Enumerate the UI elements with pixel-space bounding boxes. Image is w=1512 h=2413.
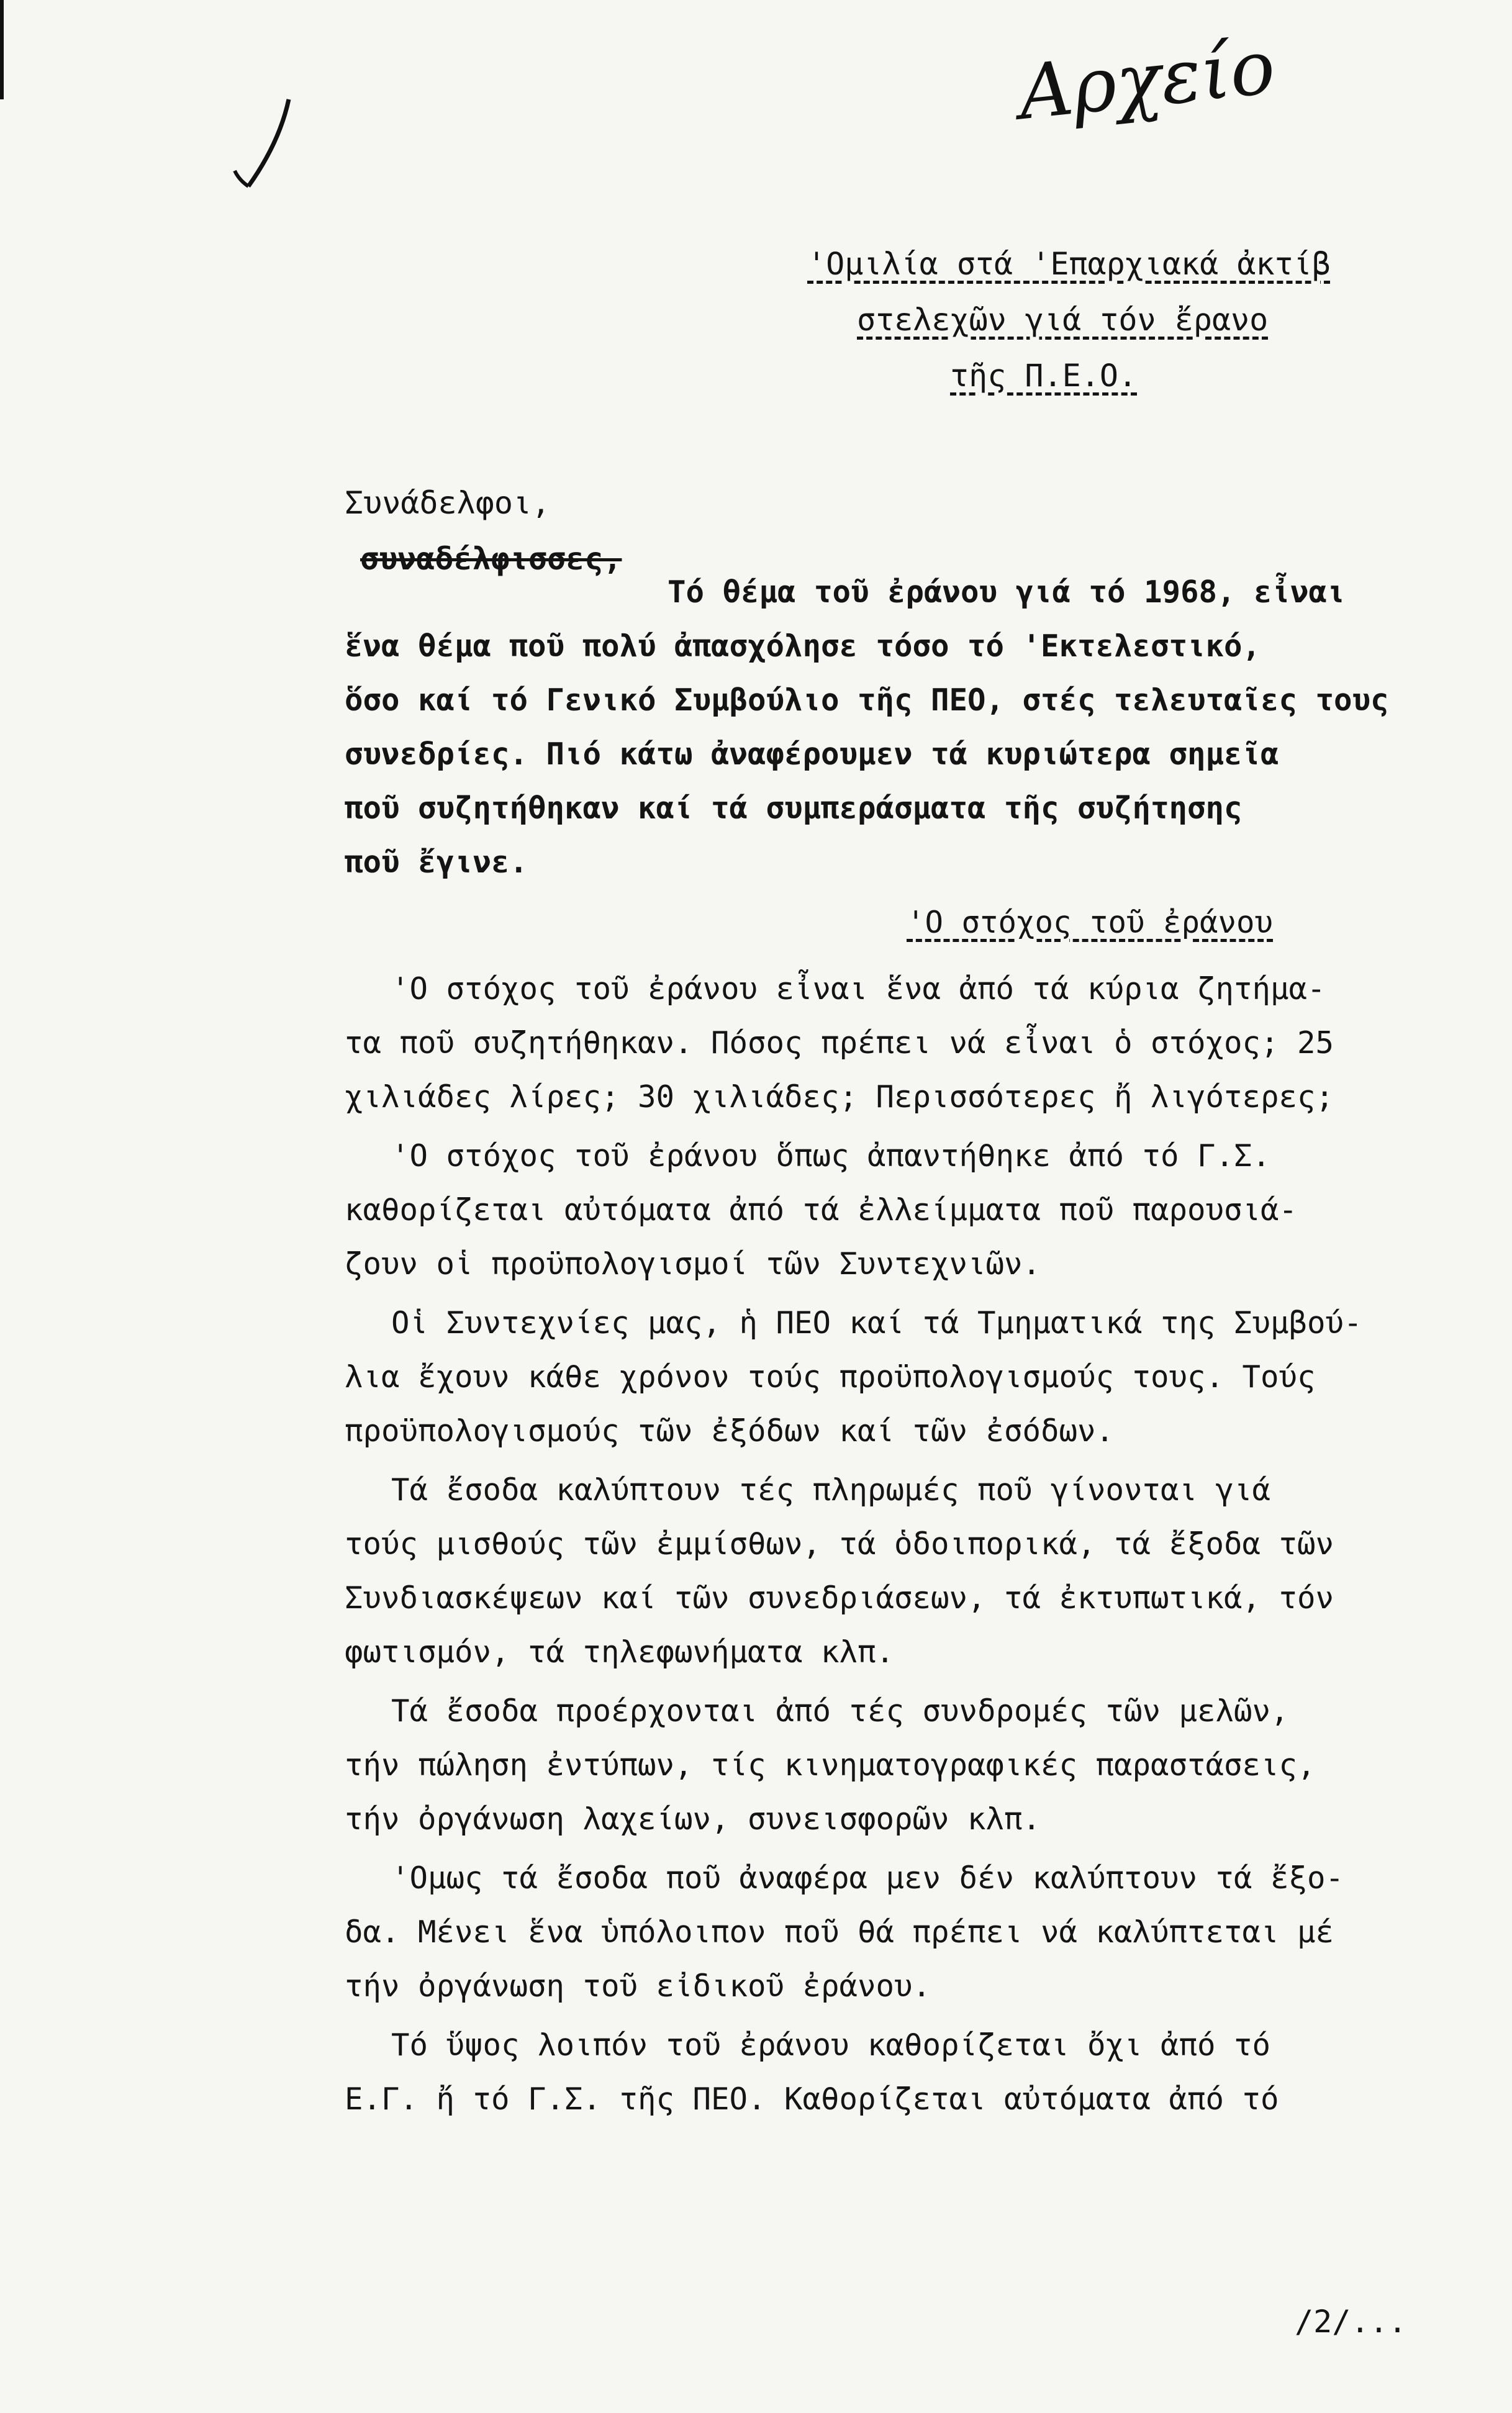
paragraph: [345, 962, 1413, 1124]
page-marker: /2/...: [1295, 2304, 1407, 2340]
salutation-line-2: συναδέλφισσες,: [360, 541, 622, 577]
text-line: Τό ὕψος λοιπόν τοῦ ἐράνου καθορίζεται ὄχι ἀπό τό: [391, 2027, 1271, 2063]
text-line: 'Ο στόχος τοῦ ἐράνου ὅπως ἀπαντήθηκε ἀπό τό Γ.Σ.: [391, 1138, 1271, 1174]
text-line: ζουν οἱ προϋπολογισμοί τῶν Συντεχνιῶν.: [345, 1246, 1041, 1282]
text-line: τούς μισθούς τῶν ἐμμίσθων, τά ὁδοιπορικά, τά ἔξοδα τῶν: [345, 1526, 1334, 1562]
text-line: Συνδιασκέψεων καί τῶν συνεδριάσεων, τά ἐκτυπωτικά, τόν: [345, 1580, 1334, 1616]
text-line: 'Ομως τά ἔσοδα ποῦ ἀναφέρα μεν δέν καλύπτουν τά ἔξο-: [391, 1860, 1344, 1896]
text-line: ἕνα θέμα ποῦ πολύ ἀπασχόλησε τόσο τό 'Εκτελεστικό,: [345, 628, 1261, 664]
handwritten-note: Αρχείο: [1014, 24, 1279, 137]
text-line: Τά ἔσοδα προέρχονται ἀπό τές συνδρομές τῶν μελῶν,: [391, 1693, 1289, 1729]
text-line: Τό θέμα τοῦ ἐράνου γιά τό 1968, εἶναι: [668, 574, 1346, 610]
paragraph: [345, 1296, 1413, 1458]
text-line: χιλιάδες λίρες; 30 χιλιάδες; Περισσότερες ἤ λιγότερες;: [345, 1079, 1334, 1115]
text-line: ποῦ συζητήθηκαν καί τά συμπεράσματα τῆς συζήτησης: [345, 790, 1243, 826]
document-title: [807, 236, 1366, 404]
title-line-1: 'Ομιλία στά 'Επαρχιακά ἀκτίβ: [807, 246, 1331, 282]
text-line: ποῦ ἔγινε.: [345, 844, 528, 880]
text-line: Ε.Γ. ἤ τό Γ.Σ. τῆς ΠΕΟ. Καθορίζεται αὐτόματα ἀπό τό: [345, 2081, 1279, 2117]
text-line: Τά ἔσοδα καλύπτουν τές πληρωμές ποῦ γίνονται γιά: [391, 1472, 1271, 1508]
intro-paragraph: [345, 565, 1413, 889]
text-line: καθορίζεται αὐτόματα ἀπό τά ἐλλείμματα ποῦ παρουσιά-: [345, 1192, 1298, 1228]
text-line: τήν ὀργάνωση λαχείων, συνεισφορῶν κλπ.: [345, 1801, 1041, 1837]
text-line: λια ἔχουν κάθε χρόνον τούς προϋπολογισμούς τους. Τούς: [345, 1359, 1316, 1395]
title-line-3: τῆς Π.Ε.Ο.: [950, 358, 1138, 394]
text-line: ὅσο καί τό Γενικό Συμβούλιο τῆς ΠΕΟ, στές τελευταῖες τους: [345, 682, 1389, 718]
text-line: τα ποῦ συζητήθηκαν. Πόσος πρέπει νά εἶναι ὁ στόχος; 25: [345, 1025, 1334, 1061]
title-line-2: στελεχῶν γιά τόν ἔρανο: [857, 302, 1269, 338]
salutation-line-1: Συνάδελφοι,: [345, 485, 551, 521]
text-line: τήν ὀργάνωση τοῦ εἰδικοῦ ἐράνου.: [345, 1968, 931, 2004]
text-line: 'Ο στόχος τοῦ ἐράνου εἶναι ἕνα ἀπό τά κύρια ζητήμα-: [391, 971, 1326, 1007]
text-line: φωτισμόν, τά τηλεφωνήματα κλπ.: [345, 1634, 895, 1670]
paragraph: [345, 1851, 1413, 2013]
paragraph: [345, 2018, 1413, 2126]
section-heading: 'Ο στόχος τοῦ ἐράνου: [907, 905, 1274, 940]
text-line: προϋπολογισμούς τῶν ἐξόδων καί τῶν ἐσόδων.: [345, 1413, 1115, 1449]
checkmark-icon: [230, 93, 298, 199]
margin-rule: [0, 0, 4, 99]
paragraph: [345, 1684, 1413, 1846]
text-line: συνεδρίες. Πιό κάτω ἀναφέρουμεν τά κυριώτερα σημεῖα: [345, 736, 1279, 772]
letter-body: [345, 565, 1413, 2131]
paragraph: [345, 1129, 1413, 1291]
text-line: Οἱ Συντεχνίες μας, ἡ ΠΕΟ καί τά Τμηματικά της Συμβού-: [391, 1305, 1362, 1341]
text-line: τήν πώληση ἐντύπων, τίς κινηματογραφικές παραστάσεις,: [345, 1747, 1316, 1783]
paragraph: [345, 1463, 1413, 1679]
text-line: δα. Μένει ἕνα ὑπόλοιπον ποῦ θά πρέπει νά καλύπτεται μέ: [345, 1914, 1334, 1950]
